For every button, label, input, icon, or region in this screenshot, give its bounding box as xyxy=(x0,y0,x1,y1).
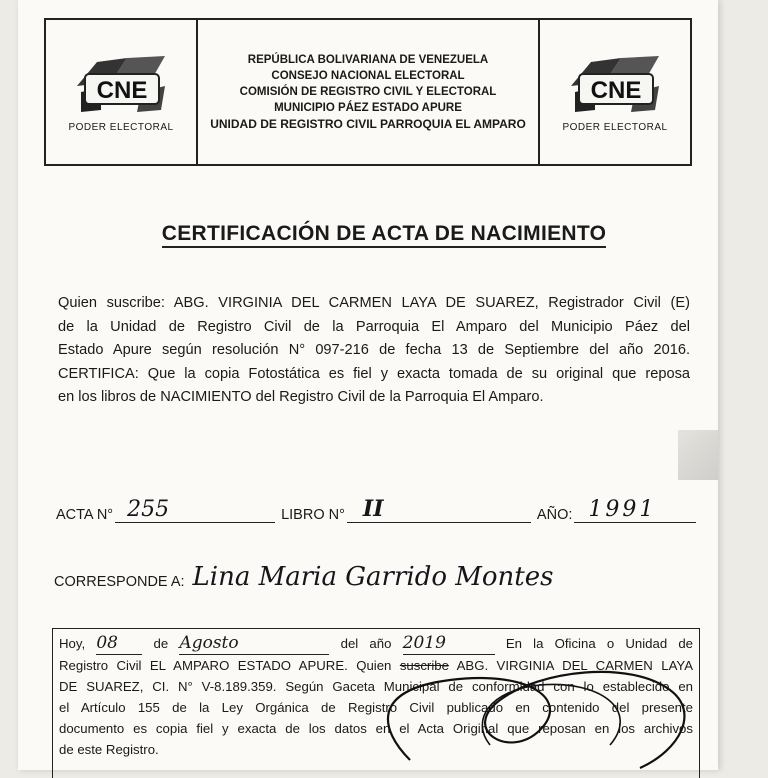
anio-value: 1991 xyxy=(588,497,657,522)
cne-logo-icon xyxy=(565,52,665,116)
issuance-line-1 xyxy=(59,633,693,655)
anio-field xyxy=(574,497,696,523)
logo-right xyxy=(538,20,690,164)
document-header xyxy=(44,18,692,166)
issuance-line-1-tail: En la Oficina o Unidad de xyxy=(505,636,694,651)
libro-label: LIBRO N° xyxy=(281,507,345,523)
struck-word: suscribe xyxy=(399,658,449,673)
issuance-line-6: de este Registro. xyxy=(59,742,159,757)
issuance-month: Agosto xyxy=(179,633,329,655)
header-line-republic: REPÚBLICA BOLIVARIANA DE VENEZUELA xyxy=(247,54,489,66)
issuance-line-2 xyxy=(59,655,693,676)
corresponde-field xyxy=(189,562,689,592)
acta-value: 255 xyxy=(127,497,170,522)
paragraph-line: de la Unidad de Registro Civil de la Parroquia El Amparo del Municipio Páez del xyxy=(58,318,690,335)
cne-logo-icon xyxy=(71,52,171,116)
issuance-box xyxy=(52,628,700,778)
del-anio-label: del año xyxy=(340,636,392,651)
issuance-line-4: el Artículo 155 de la Ley Orgánica de Registro Civil publicado en contenido del presente xyxy=(59,700,693,715)
anio-label: AÑO: xyxy=(536,507,573,523)
header-line-commission: COMISIÓN DE REGISTRO CIVIL Y ELECTORAL xyxy=(239,86,497,98)
hoy-label: Hoy, xyxy=(59,636,86,651)
header-line-unit: UNIDAD DE REGISTRO CIVIL PARROQUIA EL AMPARO xyxy=(210,117,526,131)
logo-left xyxy=(46,20,198,164)
libro-value: II xyxy=(362,496,384,522)
corresponde-line xyxy=(54,562,689,592)
acta-label: ACTA N° xyxy=(56,507,114,523)
issuance-day: 08 xyxy=(96,633,142,655)
paragraph-line: en los libros de NACIMIENTO del Registro Civil de la Parroquia El Amparo. xyxy=(58,389,544,405)
header-line-council: CONSEJO NACIONAL ELECTORAL xyxy=(271,70,465,82)
certification-paragraph xyxy=(58,292,690,410)
logo-left-text: CNE xyxy=(96,76,148,104)
issuance-text: Registro Civil EL AMPARO ESTADO APURE. Quien xyxy=(59,658,392,673)
acta-field xyxy=(115,497,275,523)
paragraph-line: CERTIFICA: Que la copia Fotostática es fiel y exacta tomada de su original que reposa xyxy=(58,365,690,382)
issuance-line-5: documento es copia fiel y exacta de los datos en el Acta Original que reposan en los archivos xyxy=(59,721,693,736)
paragraph-line: Estado Apure según resolución N° 097-216 de fecha 13 de Septiembre del año 2016. xyxy=(58,342,690,358)
header-line-municipality: MUNICIPIO PÁEZ ESTADO APURE xyxy=(274,102,462,114)
libro-field xyxy=(347,496,531,523)
record-numbers-line xyxy=(56,496,696,523)
header-institution xyxy=(198,20,538,164)
issuance-line-3: DE SUAREZ, CI. N° V-8.189.359. Según Gaceta Municipal de conformidad con lo establecido en xyxy=(59,679,693,694)
de-label: de xyxy=(153,636,169,651)
logo-right-caption: PODER ELECTORAL xyxy=(562,121,668,133)
issuance-year: 2019 xyxy=(403,633,495,655)
logo-left-caption: PODER ELECTORAL xyxy=(68,121,174,133)
corresponde-value: Lina Maria Garrido Montes xyxy=(192,562,554,592)
document-title xyxy=(0,222,768,246)
document-title-text: CERTIFICACIÓN DE ACTA DE NACIMIENTO xyxy=(162,222,607,248)
page-fold xyxy=(678,430,718,480)
logo-right-text: CNE xyxy=(590,76,642,104)
corresponde-label: CORRESPONDE A: xyxy=(54,574,185,590)
issuance-text: ABG. VIRGINIA DEL CARMEN LAYA xyxy=(456,658,694,673)
paragraph-line: Quien suscribe: ABG. VIRGINIA DEL CARMEN LAYA DE SUAREZ, Registrador Civil (E) xyxy=(58,295,690,311)
